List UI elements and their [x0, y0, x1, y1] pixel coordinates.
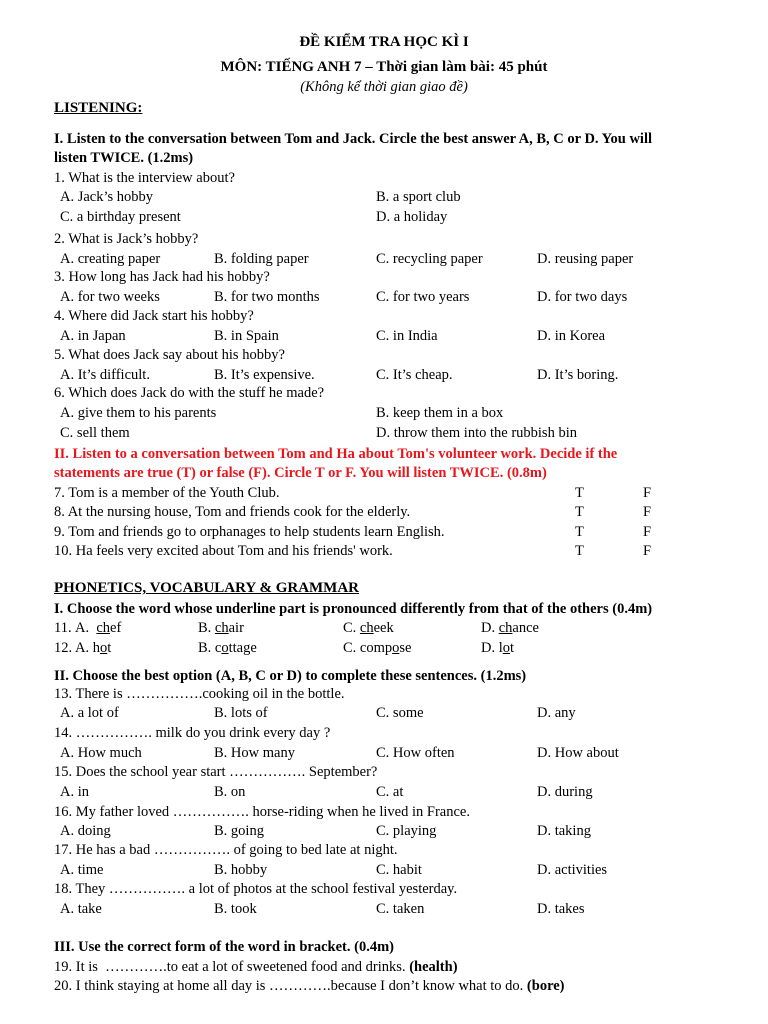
question-text: 13. There is …………….cooking oil in the bottle. — [54, 686, 345, 702]
word-option — [75, 640, 111, 657]
underlined-letters: o — [99, 640, 108, 656]
true-option: T — [575, 524, 584, 540]
answer-option: D. for two days — [537, 289, 628, 305]
pvg-heading: PHONETICS, VOCABULARY & GRAMMAR — [54, 580, 360, 596]
statement-text: 9. Tom and friends go to orphanages to help students learn English. — [54, 524, 445, 540]
word-form-item — [54, 978, 565, 995]
word-part: B. c — [198, 640, 222, 656]
question-text: 6. Which does Jack do with the stuff he made? — [54, 385, 325, 401]
question-text: 1. What is the interview about? — [54, 170, 235, 186]
answer-option: A. take — [60, 901, 102, 917]
answer-option: A. creating paper — [60, 251, 161, 267]
underlined-letters: o — [221, 640, 229, 656]
answer-option: A. It’s difficult. — [60, 367, 150, 383]
underlined-letters: ch — [214, 620, 229, 636]
exam-title: ĐỀ KIỂM TRA HỌC KÌ I — [299, 34, 469, 50]
answer-option: D. a holiday — [376, 209, 448, 225]
answer-option: B. hobby — [214, 862, 268, 878]
false-option: F — [643, 524, 652, 540]
answer-option: B. a sport club — [376, 189, 461, 205]
answer-option: C. habit — [376, 862, 422, 878]
answer-option: D. during — [537, 784, 593, 800]
base-word: (health) — [409, 959, 458, 975]
answer-option: D. activities — [537, 862, 608, 878]
statement-text: 7. Tom is a member of the Youth Club. — [54, 485, 280, 501]
answer-option: C. some — [376, 705, 424, 721]
question-text: 4. Where did Jack start his hobby? — [54, 308, 254, 324]
answer-option: C. at — [376, 784, 404, 800]
answer-option: B. took — [214, 901, 257, 917]
pvg-part2-instruction: II. Choose the best option (A, B, C or D) to complete these sentences. (1.2ms) — [54, 668, 527, 684]
question-number: 12. — [54, 640, 73, 656]
answer-option: A. in — [60, 784, 89, 800]
underlined-letters: o — [392, 640, 400, 656]
word-form-item — [54, 959, 458, 976]
listening-heading: LISTENING: — [54, 100, 143, 116]
pvg-part3-instruction: III. Use the correct form of the word in bracket. (0.4m) — [54, 939, 394, 955]
answer-option: D. throw them into the rubbish bin — [376, 425, 577, 441]
word-part: D. l — [481, 640, 503, 656]
question-text: 2. What is Jack’s hobby? — [54, 231, 199, 247]
word-option — [198, 640, 257, 657]
question-text: 16. My father loved ……………. horse-riding when he lived in France. — [54, 804, 470, 820]
word-part: ttage — [228, 640, 257, 656]
question-text: 15. Does the school year start ……………. September? — [54, 764, 378, 780]
word-part: air — [228, 620, 244, 636]
question-text: 17. He has a bad ……………. of going to bed late at night. — [54, 842, 398, 858]
answer-option: C. How often — [376, 745, 455, 761]
answer-option: C. playing — [376, 823, 437, 839]
underlined-letters: ch — [96, 620, 111, 636]
word-part: eek — [373, 620, 394, 636]
answer-option: B. keep them in a box — [376, 405, 504, 421]
word-form-sentence: 20. I think staying at home all day is ………….because I don’t know what to do. — [54, 978, 527, 994]
answer-option: B. going — [214, 823, 264, 839]
answer-option: A. for two weeks — [60, 289, 160, 305]
answer-option: B. in Spain — [214, 328, 279, 344]
answer-option: B. folding paper — [214, 251, 309, 267]
answer-option: A. Jack’s hobby — [60, 189, 154, 205]
false-option: F — [643, 485, 652, 501]
question-number: 11. — [54, 620, 72, 636]
exam-subtitle: MÔN: TIẾNG ANH 7 – Thời gian làm bài: 45 phút — [220, 59, 548, 75]
statement-text: 8. At the nursing house, Tom and friends cook for the elderly. — [54, 504, 411, 520]
answer-option: A. a lot of — [60, 705, 119, 721]
answer-option: B. on — [214, 784, 246, 800]
word-option — [481, 620, 539, 637]
word-option — [343, 620, 394, 637]
true-option: T — [575, 485, 584, 501]
answer-option: A. give them to his parents — [60, 405, 217, 421]
answer-option: B. lots of — [214, 705, 268, 721]
answer-option: A. time — [60, 862, 104, 878]
false-option: F — [643, 504, 652, 520]
listening-part1-instruction-line1: I. Listen to the conversation between Tom and Jack. Circle the best answer A, B, C or D. You will — [54, 131, 652, 147]
answer-option: C. in India — [376, 328, 438, 344]
listening-part2-instruction-line2: statements are true (T) or false (F). Circle T or F. You will listen TWICE. (0.8m) — [54, 465, 547, 481]
word-part: C. — [343, 620, 360, 636]
answer-option: D. reusing paper — [537, 251, 634, 267]
answer-option: B. It’s expensive. — [214, 367, 315, 383]
word-part: B. — [198, 620, 215, 636]
false-option: F — [643, 543, 652, 559]
answer-option: B. for two months — [214, 289, 320, 305]
word-part: ance — [512, 620, 539, 636]
listening-part1-instruction-line2: listen TWICE. (1.2ms) — [54, 150, 194, 166]
underlined-letters: o — [502, 640, 510, 656]
word-option — [75, 620, 121, 637]
true-option: T — [575, 543, 584, 559]
question-text: 18. They ……………. a lot of photos at the school festival yesterday. — [54, 881, 458, 897]
word-part: C. comp — [343, 640, 393, 656]
answer-option: C. sell them — [60, 425, 130, 441]
answer-option: A. in Japan — [60, 328, 126, 344]
word-option — [481, 640, 514, 657]
base-word: (bore) — [526, 978, 565, 994]
word-part: t — [510, 640, 515, 656]
word-part: D. — [481, 620, 499, 636]
underlined-letters: ch — [359, 620, 374, 636]
answer-option: A. How much — [60, 745, 142, 761]
answer-option: D. How about — [537, 745, 619, 761]
question-text: 3. How long has Jack had his hobby? — [54, 269, 270, 285]
question-text: 5. What does Jack say about his hobby? — [54, 347, 285, 363]
statement-text: 10. Ha feels very excited about Tom and his friends' work. — [54, 543, 393, 559]
underlined-letters: ch — [498, 620, 513, 636]
question-text: 14. ……………. milk do you drink every day ? — [54, 725, 331, 741]
answer-option: D. It’s boring. — [537, 367, 619, 383]
word-part: A. — [75, 620, 97, 636]
answer-option: D. in Korea — [537, 328, 606, 344]
listening-part2-instruction-line1: II. Listen to a conversation between Tom and Ha about Tom's volunteer work. Decide if the — [54, 446, 618, 462]
word-form-sentence: 19. It is ………….to eat a lot of sweetened food and drinks. — [54, 959, 410, 975]
word-option — [198, 620, 244, 637]
answer-option: C. for two years — [376, 289, 470, 305]
answer-option: A. doing — [60, 823, 111, 839]
word-part: t — [107, 640, 112, 656]
answer-option: C. a birthday present — [60, 209, 181, 225]
answer-option: B. How many — [214, 745, 295, 761]
word-part: A. h — [75, 640, 100, 656]
answer-option: C. It’s cheap. — [376, 367, 453, 383]
pvg-part1-instruction: I. Choose the word whose underline part is pronounced differently from that of the others (0.4m) — [54, 601, 653, 617]
word-part: se — [399, 640, 412, 656]
exam-note: (Không kể thời gian giao đề) — [300, 79, 468, 95]
true-option: T — [575, 504, 584, 520]
answer-option: D. takes — [537, 901, 585, 917]
word-part: ef — [110, 620, 122, 636]
answer-option: C. recycling paper — [376, 251, 483, 267]
answer-option: D. any — [537, 705, 576, 721]
answer-option: D. taking — [537, 823, 591, 839]
answer-option: C. taken — [376, 901, 425, 917]
word-option — [343, 640, 411, 657]
